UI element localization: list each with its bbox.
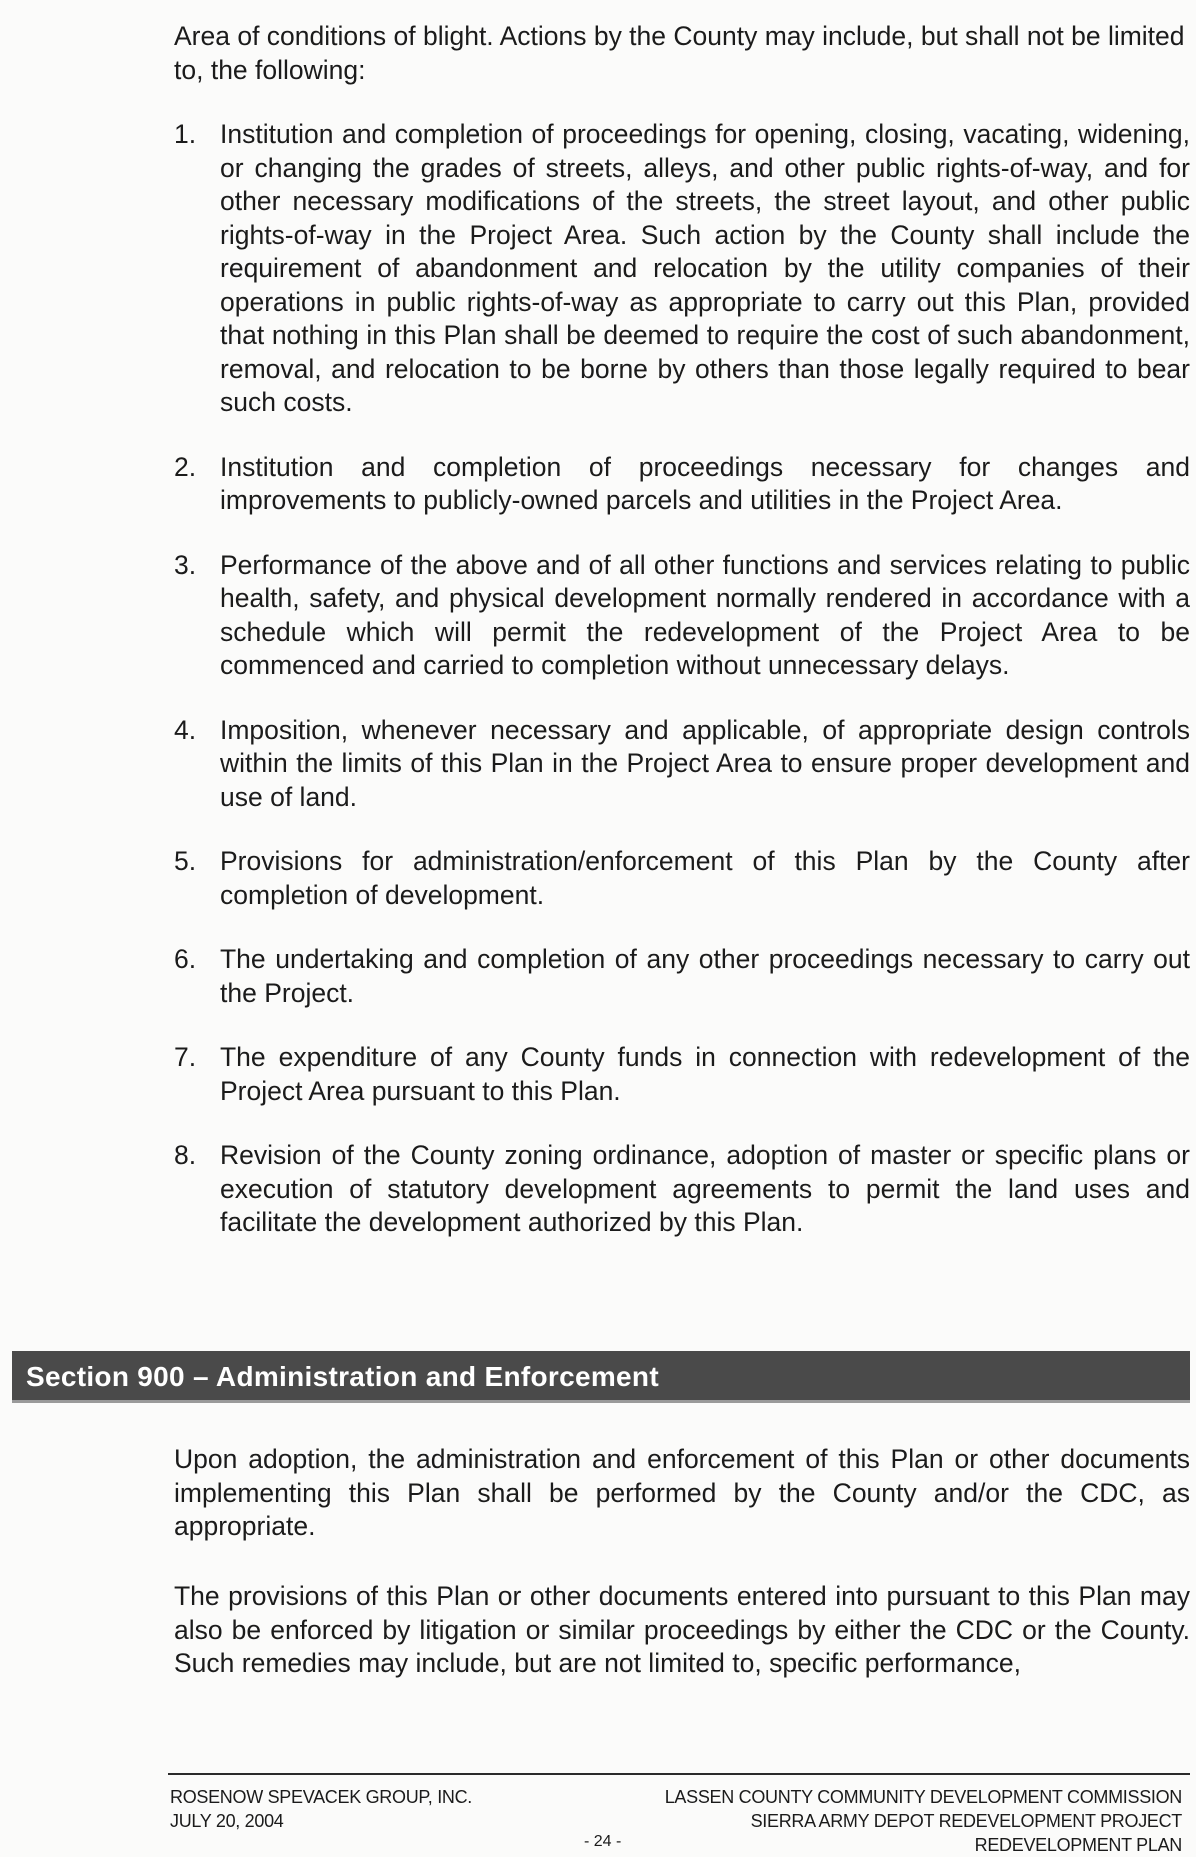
footer-date: JULY 20, 2004 (170, 1811, 284, 1831)
list-item-number: 7. (174, 1042, 197, 1072)
intro-paragraph: Area of conditions of blight. Actions by the County may include, but shall not be limited to, the following: (174, 21, 1185, 85)
list-item (174, 1041, 1190, 1108)
list-item-number: 4. (174, 714, 197, 745)
list-item (174, 549, 1190, 683)
page-number: - 24 - (584, 1833, 622, 1850)
list-item (174, 451, 1190, 518)
footer-project: SIERRA ARMY DEPOT REDEVELOPMENT PROJECT (750, 1811, 1182, 1831)
footer-company: ROSENOW SPEVACEK GROUP, INC. (170, 1787, 472, 1807)
footer-left (170, 1785, 472, 1833)
list-item-text: The undertaking and completion of any other proceedings necessary to carry out the Project. (220, 944, 1190, 1008)
list-item-number: 3. (174, 549, 197, 580)
list-item-text: Institution and completion of proceedings necessary for changes and improvements to publicly-owned parcels and utilities in the Project Area. (220, 451, 1190, 515)
list-item (174, 845, 1190, 912)
list-item-number: 1. (174, 119, 197, 149)
list-item (174, 118, 1190, 420)
list-item (174, 1139, 1190, 1240)
section-header-bar (12, 1351, 1190, 1403)
section-title: Section 900 – Administration and Enforcement (26, 1361, 659, 1392)
footer-divider (168, 1773, 1190, 1775)
body-paragraph: Upon adoption, the administration and enforcement of this Plan or other documents implementing this Plan shall be performed by the County and/or the CDC, as appropriate. (174, 1444, 1190, 1541)
list-item-number: 8. (174, 1140, 197, 1170)
list-item-text: Imposition, whenever necessary and applicable, of appropriate design controls within the limits of this Plan in the Project Area to ensure proper development and use of land. (220, 714, 1190, 812)
list-item-number: 2. (174, 451, 197, 482)
footer-right (665, 1785, 1182, 1857)
list-item-text: Performance of the above and of all other functions and services relating to public health, safety, and physical development normally rendered in accordance with a schedule which will permit the redevelopment of the Project Area to be commenced and carried to completion without unnecessary delays. (220, 549, 1190, 680)
body-paragraph: The provisions of this Plan or other documents entered into pursuant to this Plan may also be enforced by litigation or similar proceedings by either the CDC or the County. Such remedies may include, but are not limited to, specific performance, (174, 1581, 1190, 1678)
actions-list (174, 118, 1190, 1271)
footer-document-title: REDEVELOPMENT PLAN (974, 1835, 1182, 1855)
list-item-text: Revision of the County zoning ordinance, adoption of master or specific plans or execution of statutory development agreements to permit the land uses and facilitate the development authorized by this Plan. (220, 1140, 1190, 1237)
list-item (174, 943, 1190, 1010)
list-item-text: The expenditure of any County funds in connection with redevelopment of the Project Area pursuant to this Plan. (220, 1042, 1190, 1106)
list-item-number: 6. (174, 944, 197, 974)
list-item-text: Institution and completion of proceedings for opening, closing, vacating, widening, or changing the grades of streets, alleys, and other public rights-of-way, and for other necessary modifications of the streets, the street layout, and other public rights-of-way in the Project Area. Such action by the County shall include the requirement of abandonment and relocation by the utility companies of their operations in public rights-of-way as appropriate to carry out this Plan, provided that nothing in this Plan shall be deemed to require the cost of such abandonment, removal, and relocation to be borne by others than those legally required to bear such costs. (220, 119, 1190, 417)
list-item-text: Provisions for administration/enforcement of this Plan by the County after completion of development. (220, 846, 1190, 910)
list-item-number: 5. (174, 846, 197, 876)
footer-commission: LASSEN COUNTY COMMUNITY DEVELOPMENT COMMISSION (664, 1787, 1182, 1807)
list-item (174, 714, 1190, 815)
